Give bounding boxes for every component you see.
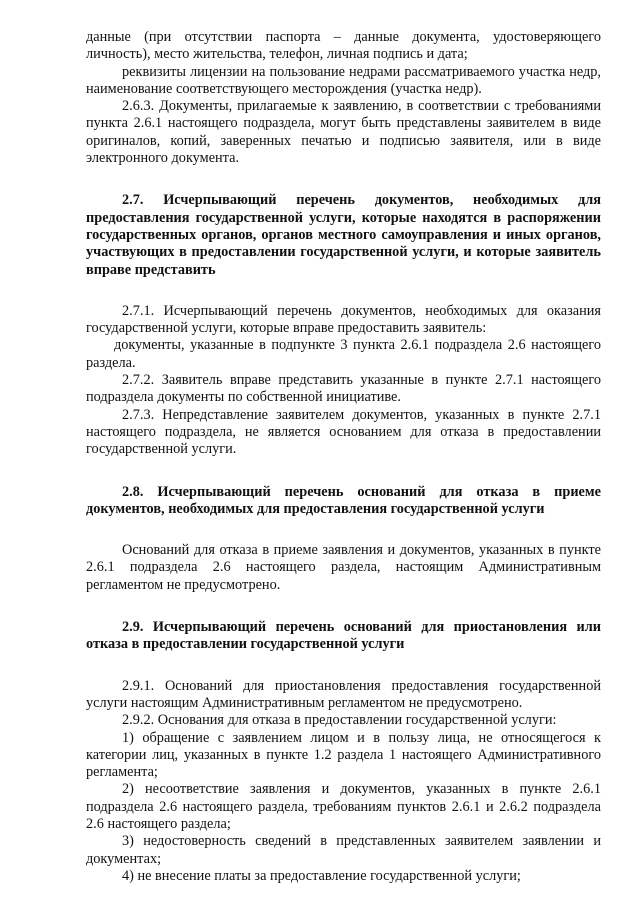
paragraph-2-6-3: 2.6.3. Документы, прилагаемые к заявлению, в соответствии с требованиями пункта 2.6.1 настоящего подраздела, могут быть представлены заявителем в виде оригиналов, копий, заверенных печатью и подписью заявителя, или в виде электронного документа. [86, 98, 601, 167]
paragraph-2-7-1-documents: документы, указанные в подпункте 3 пункта 2.6.1 подраздела 2.6 настоящего раздела. [86, 337, 601, 371]
heading-2-9: 2.9. Исчерпывающий перечень оснований для приостановления или отказа в предоставлении государственной услуги [86, 619, 601, 653]
paragraph-2-9-1: 2.9.1. Оснований для приостановления предоставления государственной услуги настоящим Административным регламентом не предусмотрено. [86, 677, 601, 711]
list-item-2: 2) несоответствие заявления и документов, указанных в пункте 2.6.1 подраздела 2.6 настоящего раздела, требованиям пунктов 2.6.1 и 2.6.2 подраздела 2.6 настоящего раздела; [86, 781, 601, 832]
heading-2-8: 2.8. Исчерпывающий перечень оснований для отказа в приеме документов, необходимых для предоставления государственной услуги [86, 483, 601, 517]
document-page [86, 29, 601, 885]
list-item-4: 4) не внесение платы за предоставление государственной услуги; [122, 867, 521, 884]
heading-2-7: 2.7. Исчерпывающий перечень документов, необходимых для предоставления государственной услуги, которые находятся в распоряжении государственных органов, органов местного самоуправления и иных органов, участвующих в предоставлении государственной услуги, и которые заявитель вправе представить [86, 192, 601, 278]
paragraph-license-details: реквизиты лицензии на пользование недрами рассматриваемого участка недр, наименование соответствующего месторождения (участка недр). [86, 63, 601, 97]
paragraph-2-8: Оснований для отказа в приеме заявления и документов, указанных в пункте 2.6.1 подраздела 2.6 настоящего раздела, настоящим Административным регламентом не предусмотрено. [86, 542, 601, 593]
paragraph-2-7-1: 2.7.1. Исчерпывающий перечень документов, необходимых для оказания государственной услуги, которые вправе предоставить заявитель: [86, 302, 601, 337]
list-item-3: 3) недостоверность сведений в представленных заявителем заявлении и документах; [86, 833, 601, 867]
paragraph-2-7-2: 2.7.2. Заявитель вправе представить указанные в пункте 2.7.1 настоящего подраздела документы по собственной инициативе. [86, 372, 601, 406]
paragraph-2-7-3: 2.7.3. Непредставление заявителем документов, указанных в пункте 2.7.1 настоящего подраздела, не является основанием для отказа в предоставлении государственной услуги. [86, 406, 601, 458]
paragraph-2-9-2: 2.9.2. Основания для отказа в предоставлении государственной услуги: [122, 712, 557, 729]
paragraph-applicant-details: данные (при отсутствии паспорта – данные документа, удостоверяющего личность), место жительства, телефон, личная подпись и дата; [86, 29, 601, 63]
list-item-1: 1) обращение с заявлением лицом и в пользу лица, не относящегося к категории лиц, указанных в пункте 1.2 раздела 1 настоящего Административного регламента; [86, 729, 601, 781]
